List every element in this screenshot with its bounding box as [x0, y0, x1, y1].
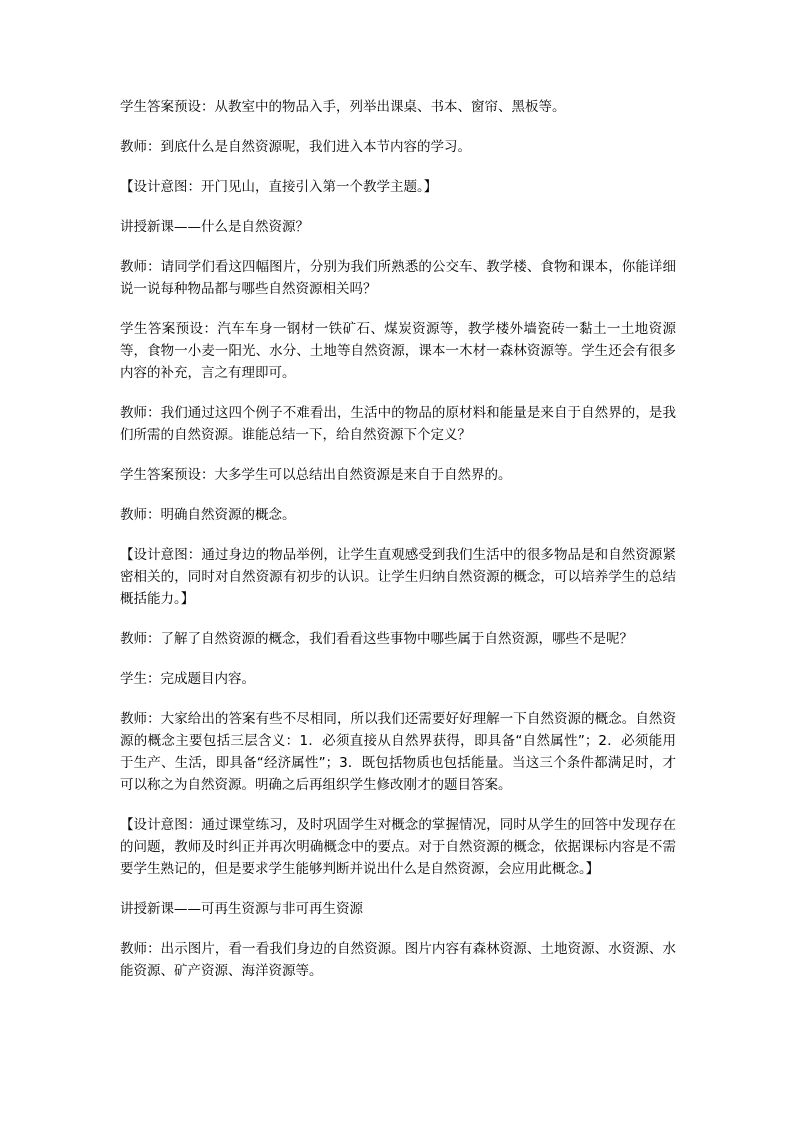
paragraph-design-intent-3: 【设计意图：通过课堂练习，及时巩固学生对概念的掌握情况，同时从学生的回答中发现存在的问题，教师及时纠正并再次明确概念中的要点。对于自然资源的概念，依据课标内容是不需要学生熟记的，但是要求学生能够判断并说出什么是自然资源，会应用此概念。】 — [120, 817, 676, 877]
section-heading-renewable-resources: 讲授新课——可再生资源与非可再生资源 — [120, 901, 363, 917]
paragraph-student-answer-1: 学生答案预设：从教室中的物品入手，列举出课桌、书本、窗帘、黑板等。 — [120, 99, 566, 115]
paragraph-teacher-4: 教师：明确自然资源的概念。 — [120, 507, 296, 523]
paragraph-design-intent-1: 【设计意图：开门见山，直接引入第一个教学主题。】 — [120, 179, 438, 195]
paragraph-teacher-6: 教师：大家给出的答案有些不尽相同，所以我们还需要好好理解一下自然资源的概念。自然资源的概念主要包括三层含义：1．必须直接从自然界获得，即具备“自然属性”；2．必须能用于生产、生活，即具备“经济属性”；3．既包括物质也包括能量。当这三个条件都满足时，才可以称之为自然资源。明确之后再组织学生修改刚才的题目答案。 — [120, 711, 676, 793]
paragraph-teacher-1: 教师：到底什么是自然资源呢，我们进入本节内容的学习。 — [120, 139, 471, 155]
paragraph-student-answer-3: 学生答案预设：大多学生可以总结出自然资源是来自于自然界的。 — [120, 467, 512, 483]
paragraph-design-intent-2: 【设计意图：通过身边的物品举例，让学生直观感受到我们生活中的很多物品是和自然资源紧密相关的，同时对自然资源有初步的认识。让学生归纳自然资源的概念，可以培养学生的总结概括能力。】 — [120, 547, 676, 607]
paragraph-teacher-5: 教师：了解了自然资源的概念，我们看看这些事物中哪些属于自然资源，哪些不是呢？ — [120, 631, 633, 647]
paragraph-student-answer-2: 学生答案预设：汽车车身一钢材一铁矿石、煤炭资源等，教学楼外墙瓷砖一黏土一土地资源等，食物一小麦一阳光、水分、土地等自然资源，课本一木材一森林资源等。学生还会有很多内容的补充，言之有理即可。 — [120, 321, 676, 381]
paragraph-teacher-3: 教师：我们通过这四个例子不难看出，生活中的物品的原材料和能量是来自于自然界的，是我们所需的自然资源。谁能总结一下，给自然资源下个定义？ — [120, 405, 676, 443]
document-body — [120, 96, 676, 1000]
section-heading-what-is-natural-resource: 讲授新课——什么是自然资源？ — [120, 219, 309, 235]
paragraph-student-1: 学生：完成题目内容。 — [120, 671, 255, 687]
paragraph-teacher-7: 教师：出示图片，看一看我们身边的自然资源。图片内容有森林资源、土地资源、水资源、水能资源、矿产资源、海洋资源等。 — [120, 941, 676, 979]
paragraph-teacher-2: 教师：请同学们看这四幅图片，分别为我们所熟悉的公交车、教学楼、食物和课本，你能详细说一说每种物品都与哪些自然资源相关吗？ — [120, 259, 676, 297]
